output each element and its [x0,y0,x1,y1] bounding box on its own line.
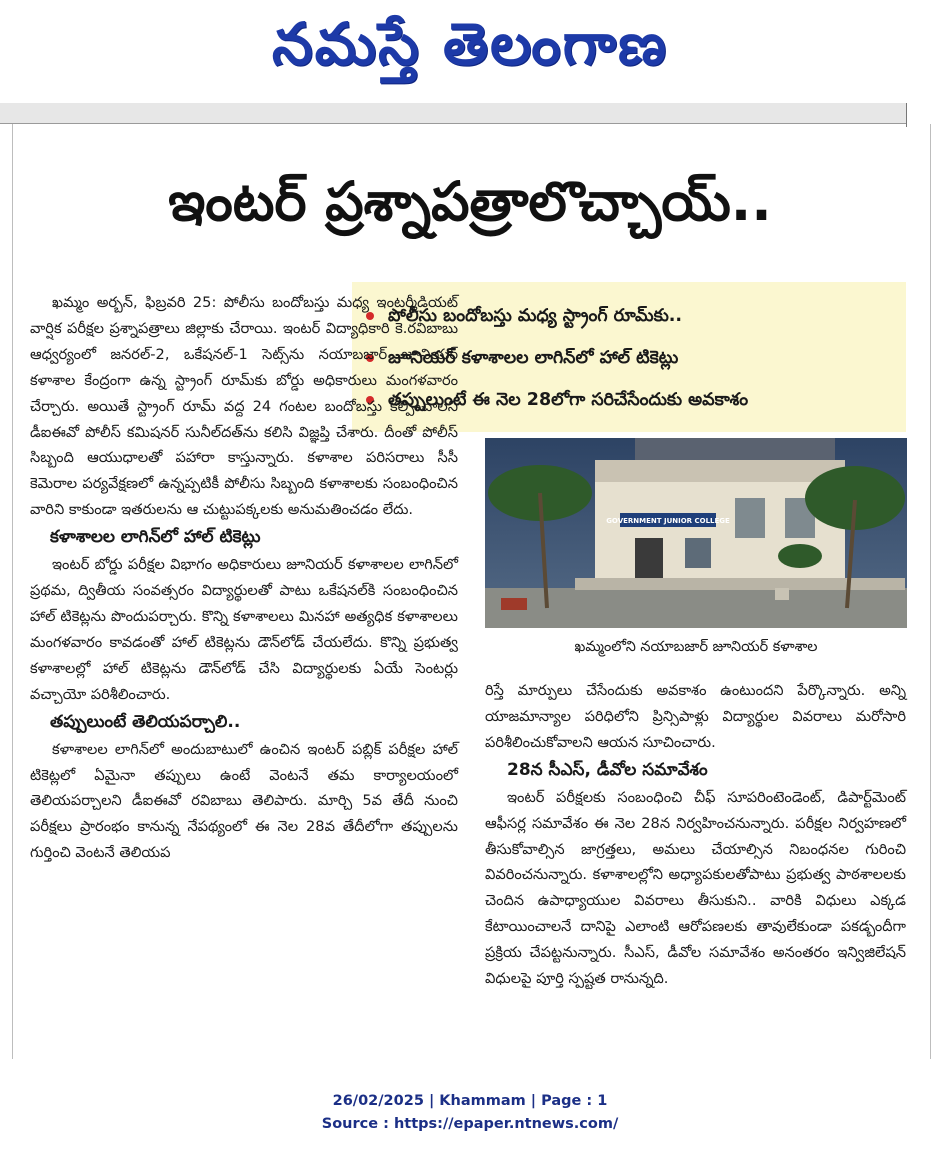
photo-caption: ఖమ్మంలోని నయాబజార్ జూనియర్ కళాశాల [574,639,818,655]
footer-source-link[interactable]: Source : https://epaper.ntnews.com/ [321,1116,619,1132]
footer-edition-info: 26/02/2025 | Khammam | Page : 1 [332,1093,608,1109]
masthead [0,4,940,84]
highlight-text: పోలీసు బందోబస్తు మధ్య స్ట్రాంగ్ రూమ్‌కు.. [388,306,683,326]
subheading-hall-tickets: కళాశాలల లాగిన్‌లో హాల్ టికెట్లు [50,527,261,548]
header-rule [0,103,906,124]
highlight-text: జూనియర్ కళాశాలల లాగిన్‌లో హాల్ టికెట్లు [388,348,679,368]
right-column [485,678,906,992]
subheading-meeting: 28న సీఎస్, డీవోల సమావేశం [507,759,708,780]
college-sign-text: GOVERNMENT JUNIOR COLLEGE [606,517,730,525]
newspaper-logo: నమస్తే తెలంగాణ [272,10,668,78]
intro-paragraph: ఖమ్మం అర్బన్, ఫిబ్రవరి 25: పోలీసు బందోబస్తు మధ్య ఇంటర్మీడియట్ వార్షిక పరీక్షల ప్రశ్నాపత్రాలు జిల్లాకు చేరాయి. ఇంటర్ విద్యాధికారి కె.రవిబాబు ఆధ్వర్యంలో జనరల్-2, ఒకేషనల్-1 సెట్స్‌ను నయాబజార్ జూనియర్ కళాశాల కేంద్రంగా ఉన్న స్ట్రాంగ్ రూమ్‌కు బోర్డు అధికారులు మంగళవారం చేర్చారు. అయితే స్ట్రాంగ్ రూమ్ వద్ద 24 గంటల బందోబస్తు కల్పించాలని డీఐఈవో పోలీస్ కమిషనర్ సునీల్‌దత్‌ను కలిసి విజ్ఞప్తి చేశారు. దీంతో పోలీస్ సిబ్బంది ఆయుధాలతో పహారా కాస్తున్నారు. కళాశాల పరిసరాలు సీసీ కెమెరాల పర్యవేక్షణలో ఉన్నప్పటికీ పోలీసు సిబ్బంది కళాశాలకు సంబంధించిన వారిని కాకుండా ఇతరులను ఆ చుట్టుపక్కలకు అనుమతించడం లేదు. [30,294,458,519]
college-photo-illustration [485,438,907,628]
highlight-text: తప్పులుంటే ఈ నెల 28లోగా సరిచేసేందుకు అవకాశం [388,390,749,410]
article-headline: ఇంటర్ ప్రశ్నాపత్రాలొచ్చాయ్.. [168,170,772,233]
continued-paragraph: రిస్తే మార్పులు చేసేందుకు అవకాశం ఉంటుందని పేర్కొన్నారు. అన్ని యాజమాన్యాల పరిధిలోని ప్రిన్సిపాళ్లు విద్యార్థుల వివరాలు మరోసారి పరిశీలించుకోవాలని ఆయన సూచించారు. [485,682,906,751]
subheading-corrections: తప్పులుంటే తెలియపర్చాలి.. [50,711,241,732]
college-photo [485,438,907,628]
paragraph-corrections: కళాశాలల లాగిన్‌లో అందుబాటులో ఉంచిన ఇంటర్ పబ్లిక్ పరీక్షల హాల్ టికెట్లలో ఏమైనా తప్పులు ఉంటే వెంటనే తమ కార్యాలయంలో తెలియపర్చాలని డీఐఈవో రవిబాబు తెలిపారు. మార్చి 5వ తేదీ నుంచి పరీక్షలు ప్రారంభం కానున్న నేపథ్యంలో ఈ నెల 28వ తేదీలోగా తప్పులను గుర్తించి వెంటనే తెలియప [30,740,458,862]
paragraph-hall-tickets: ఇంటర్ బోర్డు పరీక్షల విభాగం అధికారులు జూనియర్ కళాశాలల లాగిన్‌లో ప్రథమ, ద్వితీయ సంవత్సరం విద్యార్థులతో పాటు ఒకేషనల్‌కి సంబంధించిన హాల్ టికెట్లను పొందుపర్చారు. కొన్ని కళాశాలలు మినహా అత్యధిక కళాశాలలు మంగళవారం కావడంతో హాల్ టికెట్లను డౌన్‌లోడ్ చేయలేదు. కొన్ని ప్రభుత్వ కళాశాలల్లో హాల్ టికెట్లను డౌన్‌లోడ్ చేసి విద్యార్థులకు ఏయే సెంటర్లు వచ్చాయో పరిశీలించారు. [30,556,458,703]
paragraph-meeting: ఇంటర్ పరీక్షలకు సంబంధించి చీఫ్ సూపరింటెండెంట్, డిపార్ట్‌మెంట్ ఆఫీసర్ల సమావేశం ఈ నెల 28న నిర్వహించనున్నారు. పరీక్షల నిర్వహణలో తీసుకోవాల్సిన జాగ్రత్తలు, అమలు చేయాల్సిన నిబంధనల గురించి వివరించనున్నారు. కళాశాలల్లోని అధ్యాపకులతోపాటు ప్రభుత్వ పాఠశాలలకు చెందిన ఉపాధ్యాయుల వివరాలు తీసుకుని.. వారికి విధులు ఎక్కడ కేటాయించాలనే దానిపై ఎలాంటి ఆరోపణలకు తావులేకుండా పకడ్బందీగా ప్రక్రియ చేపట్టనున్నారు. సీఎస్, డీవోల సమావేశం అనంతరం ఇన్విజిలేషన్ విధులపై పూర్తి స్పష్టత రానున్నది. [485,788,906,988]
left-column [30,290,458,866]
